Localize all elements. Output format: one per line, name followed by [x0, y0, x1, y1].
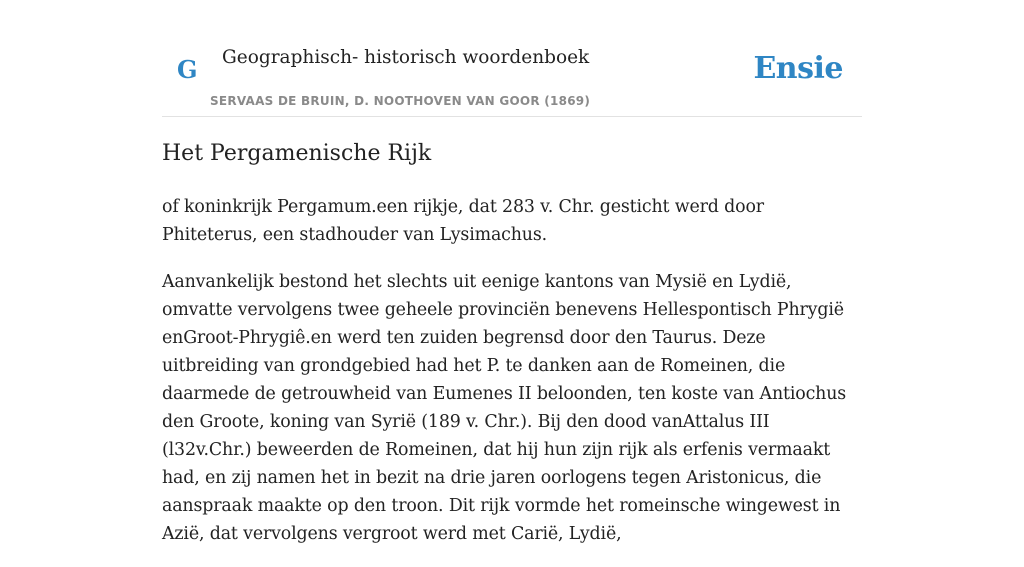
- article-title: Het Pergamenische Rijk: [162, 141, 432, 166]
- article-paragraph: Aanvankelijk bestond het slechts uit eenige kantons van Mysië en Lydië, omvatte vervolgens twee geheele provinciën benevens Hellespontisch Phrygië enGroot-Phrygiê.en werd ten zuiden begrensd door den Taurus. Deze uitbreiding van grondgebied had het P. te danken aan de Romeinen, die daarmede de getrouwheid van Eumenes II beloonden, ten koste van Antiochus den Groote, koning van Syrië (189 v. Chr.). Bij den dood vanAttalus III (l32v.Chr.) beweerden de Romeinen, dat hij hun zijn rijk als erfenis vermaakt had, en zij namen het in bezit na drie jaren oorlogens tegen Aristonicus, die aanspraak maakte op den troon. Dit rijk vormde het romeinsche wingewest in Azië, dat vervolgens vergroot werd met Carië, Lydië,: [162, 272, 847, 544]
- book-header: [162, 0, 862, 117]
- article-paragraph: of koninkrijk Pergamum.een rijkje, dat 283 v. Chr. gesticht werd door Phiteterus, een stadhouder van Lysimachus.: [162, 197, 764, 245]
- book-logo[interactable]: G: [177, 55, 198, 84]
- article: [162, 137, 862, 567]
- book-authors: SERVAAS DE BRUIN, D. NOOTHOVEN VAN GOOR (1869): [210, 94, 591, 108]
- book-title[interactable]: Geographisch- historisch woordenboek: [222, 47, 590, 68]
- ensie-logo-link[interactable]: Ensie: [753, 51, 843, 86]
